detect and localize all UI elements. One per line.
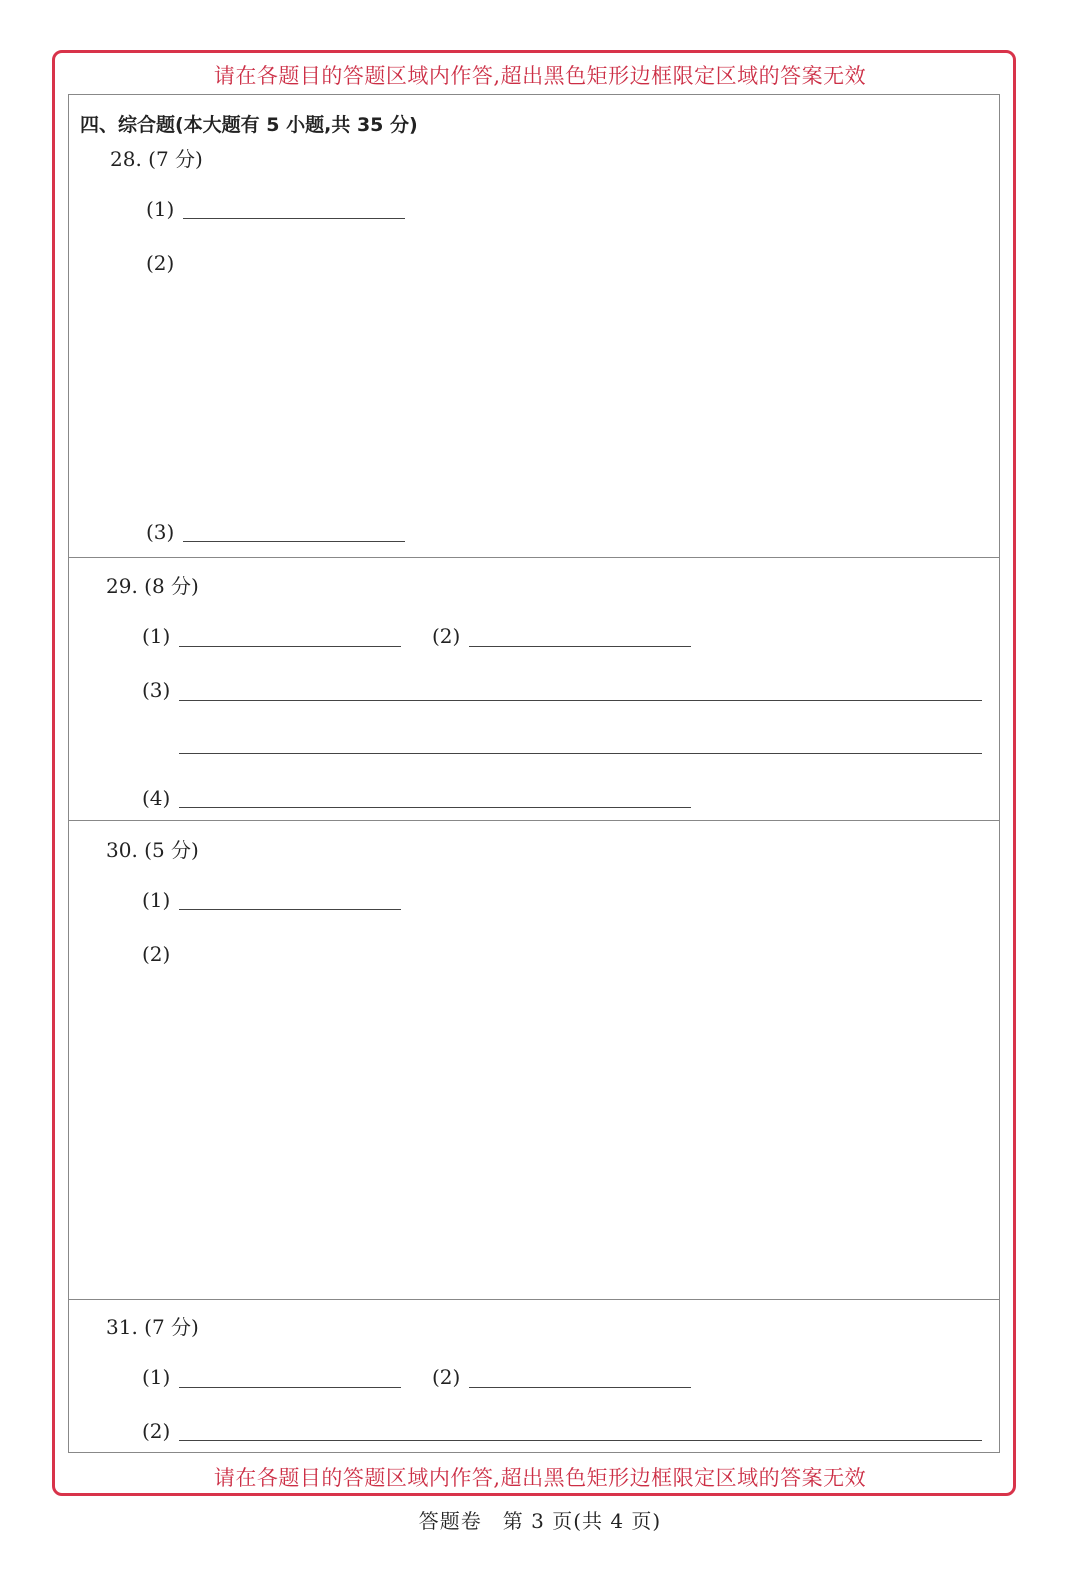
divider-29-30 bbox=[68, 820, 1000, 821]
q28-part1-answer-line[interactable] bbox=[183, 218, 405, 219]
q29-part2-answer-line[interactable] bbox=[469, 646, 691, 647]
q29-part3-answer-line-1[interactable] bbox=[179, 700, 982, 701]
q30-part1-label: (1) bbox=[142, 888, 171, 912]
q29-part1-answer-line[interactable] bbox=[179, 646, 401, 647]
q31-part2-label: (2) bbox=[432, 1365, 461, 1389]
q28-part3-label: (3) bbox=[146, 520, 175, 544]
q30-part1-answer-line[interactable] bbox=[179, 909, 401, 910]
q28-header: 28. (7 分) bbox=[110, 147, 203, 171]
top-warning-text: 请在各题目的答题区域内作答,超出黑色矩形边框限定区域的答案无效 bbox=[213, 64, 867, 88]
q31-part2-answer-line[interactable] bbox=[469, 1387, 691, 1388]
answer-box bbox=[68, 94, 1000, 1453]
q29-part1-label: (1) bbox=[142, 624, 171, 648]
q29-part3-label: (3) bbox=[142, 678, 171, 702]
q28-part1-label: (1) bbox=[146, 197, 175, 221]
q29-part3-answer-line-2[interactable] bbox=[179, 753, 982, 754]
q31-header: 31. (7 分) bbox=[106, 1315, 199, 1339]
q28-part3-answer-line[interactable] bbox=[183, 541, 405, 542]
q30-part2-label: (2) bbox=[142, 942, 171, 966]
divider-28-29 bbox=[68, 557, 1000, 558]
q29-part4-answer-line[interactable] bbox=[179, 807, 691, 808]
q31-part3-answer-line[interactable] bbox=[179, 1440, 982, 1441]
page-footer: 答题卷 第 3 页(共 4 页) bbox=[418, 1509, 662, 1533]
q28-part2-label: (2) bbox=[146, 251, 175, 275]
q30-header: 30. (5 分) bbox=[106, 838, 199, 862]
bottom-warning-text: 请在各题目的答题区域内作答,超出黑色矩形边框限定区域的答案无效 bbox=[213, 1466, 867, 1490]
q29-part2-label: (2) bbox=[432, 624, 461, 648]
q31-part1-label: (1) bbox=[142, 1365, 171, 1389]
q31-part3-label: (2) bbox=[142, 1419, 171, 1443]
divider-30-31 bbox=[68, 1299, 1000, 1300]
q31-part1-answer-line[interactable] bbox=[179, 1387, 401, 1388]
section-title: 四、综合题(本大题有 5 小题,共 35 分) bbox=[80, 114, 418, 136]
q29-part4-label: (4) bbox=[142, 786, 171, 810]
q29-header: 29. (8 分) bbox=[106, 574, 199, 598]
